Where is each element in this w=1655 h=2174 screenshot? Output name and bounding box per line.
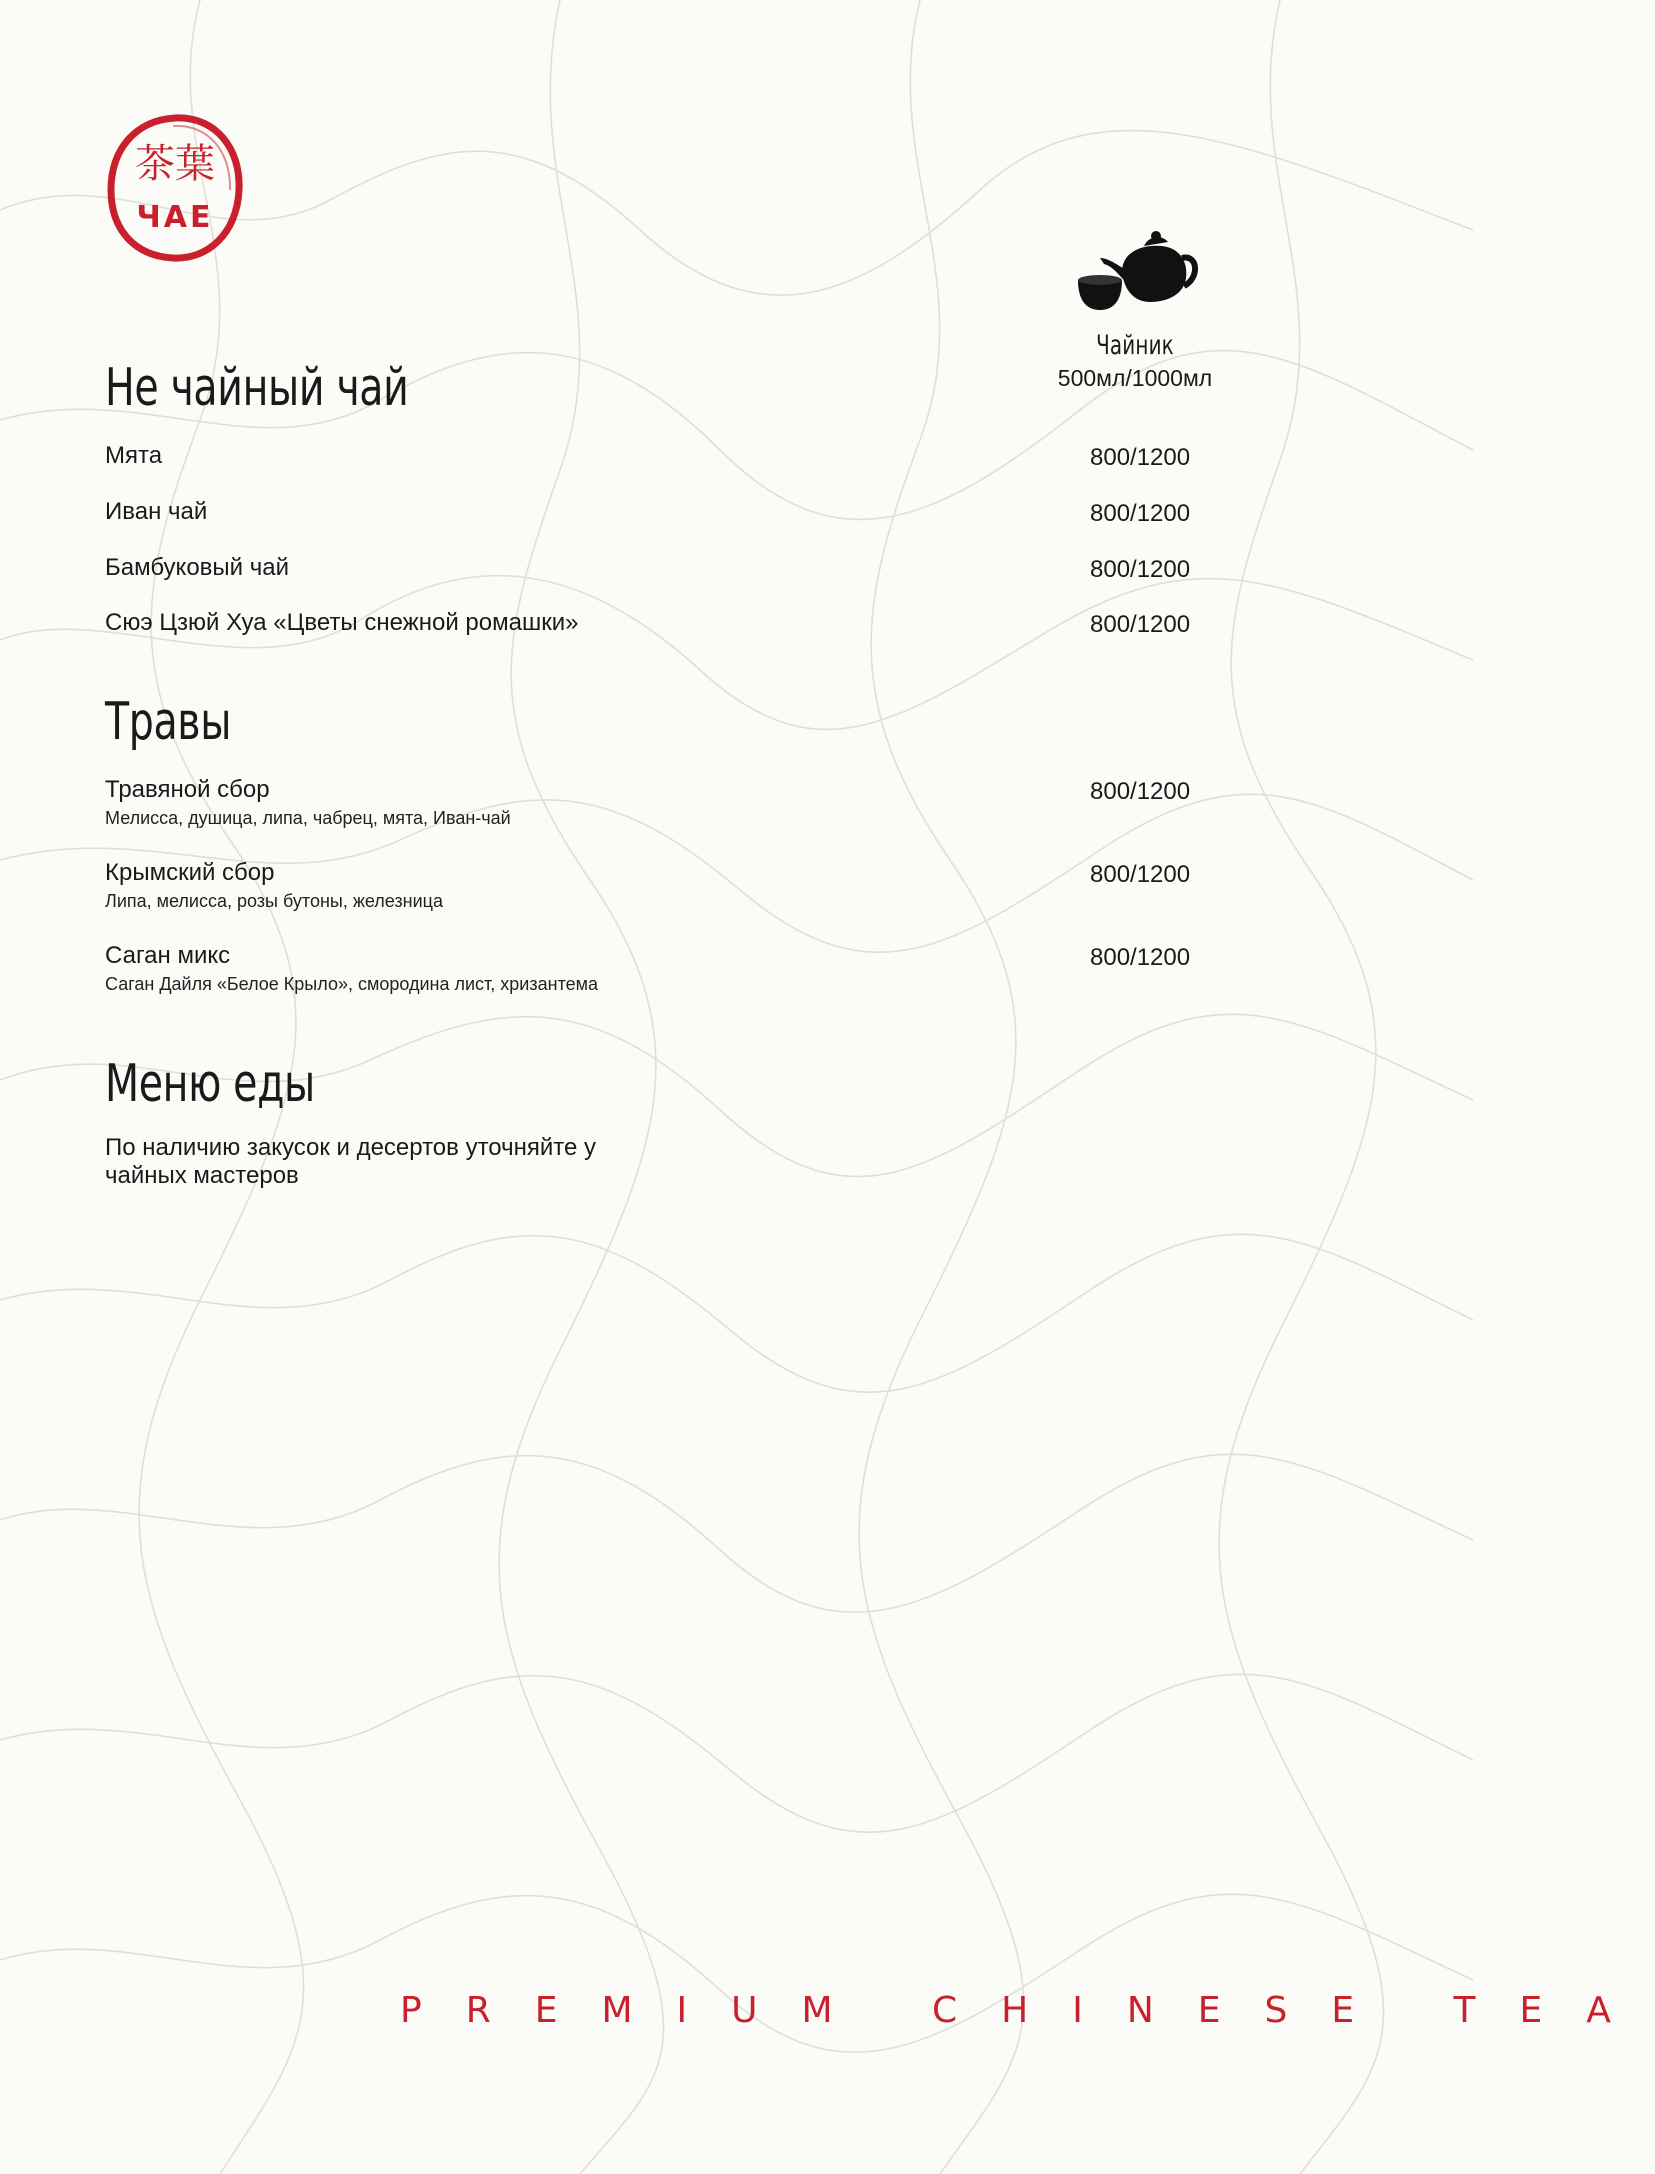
item-name: Саган микс — [105, 942, 231, 969]
item-name: Сюэ Цзюй Хуа «Цветы снежной ромашки» — [105, 609, 579, 636]
item-price: 800/1200 — [1090, 778, 1191, 805]
column-title: Чайник — [1096, 330, 1174, 361]
item-description: Саган Дайля «Белое Крыло», смородина лист, хризантема — [105, 974, 599, 994]
logo-text: ЧАЕ — [136, 200, 214, 235]
food-menu-note: По наличию закусок и десертов уточняйте у чайных мастеров — [105, 1134, 597, 1189]
menu-item — [105, 858, 1245, 914]
section-title-herbs: Травы — [105, 692, 232, 752]
item-description: Мелисса, душица, липа, чабрец, мята, Иван-чай — [105, 808, 511, 828]
item-name: Бамбуковый чай — [105, 554, 289, 581]
item-name: Мята — [105, 442, 163, 469]
section-title-food-menu: Меню еды — [105, 1054, 315, 1114]
brand-logo — [103, 112, 247, 264]
footer-slogan: PREMIUM CHINESE TEA — [400, 1990, 1655, 2031]
item-price: 800/1200 — [1090, 556, 1191, 583]
column-subtitle: 500мл/1000мл — [1057, 365, 1213, 391]
item-description: Липа, мелисса, розы бутоны, железница — [105, 891, 443, 911]
item-name: Крымский сбор — [105, 859, 275, 886]
section-title-non-tea: Не чайный чай — [105, 358, 409, 418]
item-name: Травяной сбор — [105, 776, 270, 803]
item-price: 800/1200 — [1090, 861, 1191, 888]
teapot-cup-icon — [1070, 228, 1200, 320]
menu-item — [105, 775, 1245, 831]
menu-item — [105, 441, 1245, 497]
item-name: Иван чай — [105, 498, 208, 525]
menu-item — [105, 553, 1245, 609]
menu-item — [105, 941, 1245, 997]
price-column-header — [1025, 228, 1245, 392]
item-price: 800/1200 — [1090, 944, 1191, 971]
menu-item — [105, 497, 1245, 553]
logo-chinese: 茶葉 — [135, 141, 215, 187]
item-price: 800/1200 — [1090, 444, 1191, 471]
seal-icon — [103, 112, 247, 264]
item-price: 800/1200 — [1090, 611, 1191, 638]
menu-item — [105, 608, 1245, 664]
item-price: 800/1200 — [1090, 500, 1191, 527]
